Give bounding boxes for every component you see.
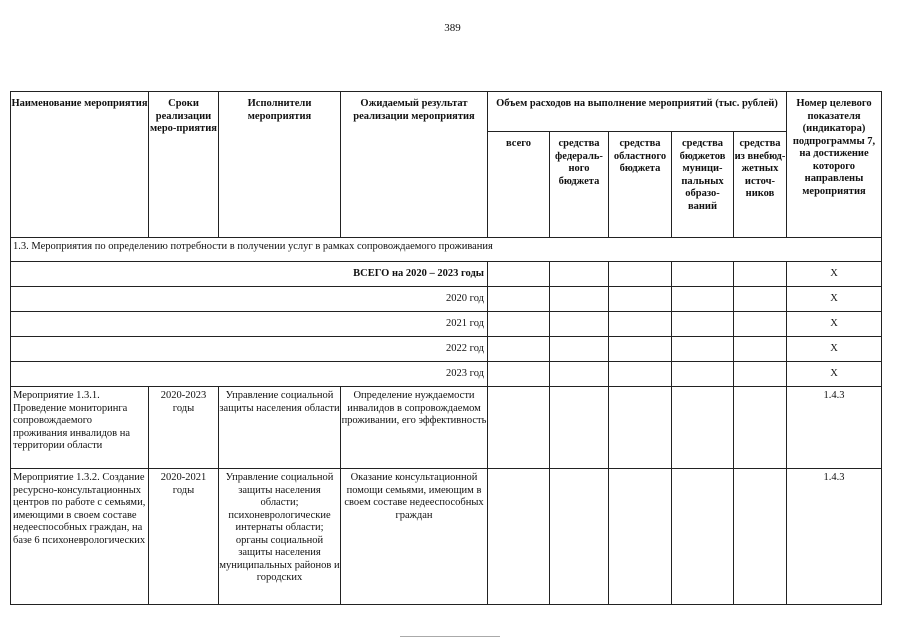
page-number: 389	[444, 22, 461, 34]
summary-row-label: ВСЕГО на 2020 – 2023 годы	[11, 262, 488, 287]
summary-row-indicator: X	[787, 337, 882, 362]
activity-name: Мероприятие 1.3.2. Создание ресурсно-консультационных центров по работе с семьями, имеющими в своем составе недееспособных граждан, на базе 6 психоневрологических	[11, 469, 149, 605]
header-terms: Сроки реализации меро-приятия	[149, 92, 219, 238]
summary-row-indicator: X	[787, 312, 882, 337]
summary-row-label: 2021 год	[11, 312, 488, 337]
header-result: Ожидаемый результат реализации мероприятия	[341, 92, 488, 238]
activities-table	[10, 91, 882, 605]
summary-row-indicator: X	[787, 287, 882, 312]
summary-row-label: 2023 год	[11, 362, 488, 387]
page-bottom-rule	[400, 636, 500, 637]
activity-executors: Управление социальной защиты населения области; психоневрологические интернаты области; органы социальной защиты населения муниципальных районов и городских	[219, 469, 341, 605]
activity-result: Оказание консультационной помощи семьями, имеющим в своем составе недееспособных граждан	[341, 469, 488, 605]
summary-row-indicator: X	[787, 262, 882, 287]
summary-row-indicator: X	[787, 362, 882, 387]
activity-executors: Управление социальной защиты населения области	[219, 387, 341, 469]
activity-terms: 2020-2023 годы	[149, 387, 219, 469]
header-executors: Исполнители мероприятия	[219, 92, 341, 238]
subheader-extrabudget: средства из внебюд-жетных источ-ников	[734, 132, 787, 238]
section-title: 1.3. Мероприятия по определению потребности в получении услуг в рамках сопровождаемого проживания	[11, 238, 882, 262]
activity-indicator: 1.4.3	[787, 469, 882, 605]
subheader-federal: средства федераль-ного бюджета	[550, 132, 609, 238]
header-expenses: Объем расходов на выполнение мероприятий (тыс. рублей)	[488, 92, 787, 132]
subheader-municipal: средства бюджетов муници-пальных образо-ваний	[672, 132, 734, 238]
subheader-regional: средства областного бюджета	[609, 132, 672, 238]
activity-terms: 2020-2021 годы	[149, 469, 219, 605]
activity-name: Мероприятие 1.3.1. Проведение мониторинга сопровождаемого проживания инвалидов на территории области	[11, 387, 149, 469]
activity-result: Определение нуждаемости инвалидов в сопровождаемом проживании, его эффективность	[341, 387, 488, 469]
subheader-total: всего	[488, 132, 550, 238]
summary-row-label: 2022 год	[11, 337, 488, 362]
summary-row-label: 2020 год	[11, 287, 488, 312]
header-name: Наименование мероприятия	[11, 92, 149, 238]
header-indicator: Номер целевого показателя (индикатора) подпрограммы 7, на достижение которого направлены мероприятия	[787, 92, 882, 238]
activity-indicator: 1.4.3	[787, 387, 882, 469]
